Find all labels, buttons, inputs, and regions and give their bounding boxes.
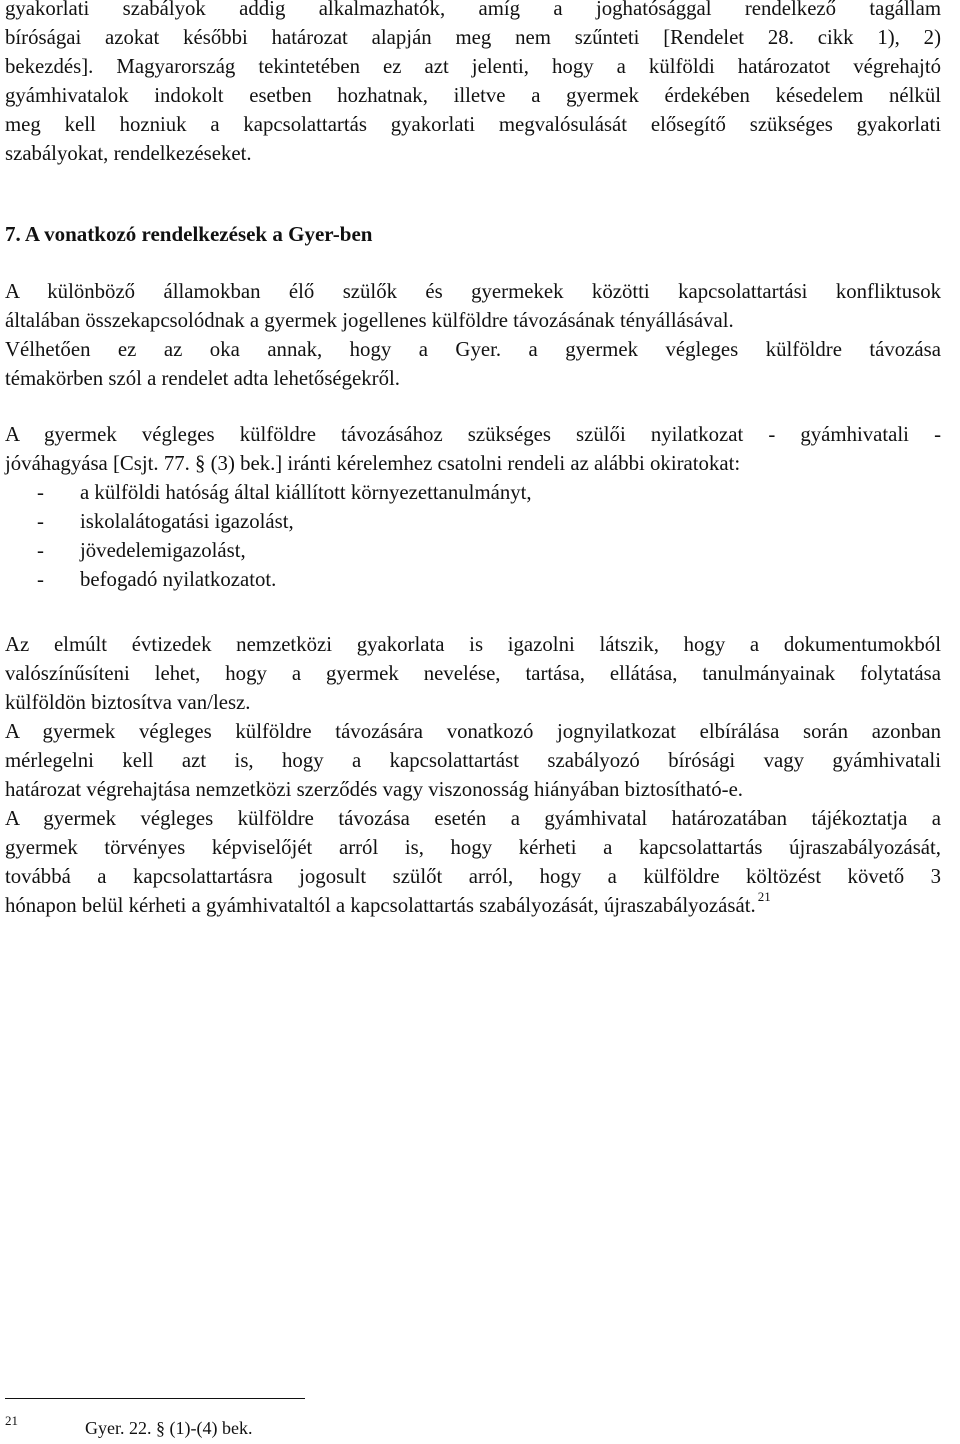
- list-item-text: iskolalátogatási igazolást,: [80, 510, 294, 533]
- document-page: [5, 0, 941, 920]
- list-item-text: befogadó nyilatkozatot.: [80, 568, 277, 591]
- footnote-number: 21: [5, 1413, 18, 1428]
- required-documents-list: [5, 478, 941, 594]
- footnote: [5, 1408, 505, 1442]
- text-line: A gyermek végleges külföldre távozására vonatkozó jognyilatkozat elbírálása során azonban: [5, 720, 941, 743]
- list-dash: -: [37, 481, 44, 504]
- text-line: gyakorlati szabályok addig alkalmazhatók, amíg a joghatósággal rendelkező tagállam: [5, 0, 941, 20]
- paragraph-guardianship-decision: [5, 804, 941, 920]
- text-line: A gyermek végleges külföldre távozása esetén a gyámhivatal határozatában tájékoztatja a: [5, 807, 941, 830]
- text-line: Az elmúlt évtizedek nemzetközi gyakorlata is igazolni látszik, hogy a dokumentumokból: [5, 633, 941, 656]
- paragraph-international-practice: [5, 630, 941, 717]
- list-dash: -: [37, 539, 44, 562]
- text-line-content: hónapon belül kérheti a gyámhivataltól a kapcsolattartás szabályozását, újraszabályozását.: [5, 894, 756, 917]
- footnote-reference[interactable]: 21: [757, 889, 771, 904]
- text-line: általában összekapcsolódnak a gyermek jogellenes külföldre távozásának tényállásával.: [5, 309, 734, 332]
- text-line: Vélhetően ez az oka annak, hogy a Gyer. a gyermek végleges külföldre távozása: [5, 338, 941, 361]
- paragraph-conflicts: [5, 277, 941, 393]
- intro-paragraph: [5, 0, 941, 168]
- list-item: [5, 478, 941, 507]
- text-line: jóváhagyása [Csjt. 77. § (3) bek.] iránti kérelemhez csatolni rendeli az alábbi okiratokat:: [5, 452, 741, 475]
- paragraph-documents-intro: [5, 420, 941, 478]
- list-item: [5, 565, 941, 594]
- list-item: [5, 507, 941, 536]
- text-line: külföldön biztosítva van/lesz.: [5, 691, 251, 714]
- list-dash: -: [37, 510, 44, 533]
- text-line: [5, 891, 941, 920]
- text-line: mérlegelni kell azt is, hogy a kapcsolattartást szabályozó bírósági vagy gyámhivatali: [5, 749, 941, 772]
- text-line: meg kell hozniuk a kapcsolattartás gyakorlati megvalósulását elősegítő szükséges gyakorlati: [5, 113, 941, 136]
- text-line: bekezdés]. Magyarország tekintetében ez azt jelenti, hogy a külföldi határozatot végrehajtó: [5, 55, 941, 78]
- text-line: gyámhivatalok indokolt esetben hozhatnak, illetve a gyermek érdekében késedelem nélkül: [5, 84, 941, 107]
- paragraph-assessment: [5, 717, 941, 804]
- footnote-text: Gyer. 22. § (1)-(4) bek.: [85, 1418, 253, 1438]
- footnote-separator: [5, 1398, 305, 1399]
- list-item-text: jövedelemigazolást,: [80, 539, 246, 562]
- list-item: [5, 536, 941, 565]
- section-heading: 7. A vonatkozó rendelkezések a Gyer-ben: [5, 222, 373, 246]
- text-line: A különböző államokban élő szülők és gyermekek közötti kapcsolattartási konfliktusok: [5, 280, 941, 303]
- list-dash: -: [37, 568, 44, 591]
- text-line: valószínűsíteni lehet, hogy a gyermek nevelése, tartása, ellátása, tanulmányainak folytatása: [5, 662, 941, 685]
- text-line: bíróságai azokat későbbi határozat alapján meg nem szűnteti [Rendelet 28. cikk 1), 2): [5, 26, 941, 49]
- text-line: gyermek törvényes képviselőjét arról is, hogy kérheti a kapcsolattartás újraszabályozását,: [5, 836, 941, 859]
- text-line: határozat végrehajtása nemzetközi szerződés vagy viszonosság hiányában biztosítható-e.: [5, 778, 743, 801]
- text-line: A gyermek végleges külföldre távozásához szükséges szülői nyilatkozat - gyámhivatali -: [5, 423, 941, 446]
- text-line: témakörben szól a rendelet adta lehetőségekről.: [5, 367, 400, 390]
- text-line: továbbá a kapcsolattartásra jogosult szülőt arról, hogy a külföldre költözést követő 3: [5, 865, 941, 888]
- list-item-text: a külföldi hatóság által kiállított környezettanulmányt,: [80, 481, 532, 504]
- text-line: szabályokat, rendelkezéseket.: [5, 142, 252, 165]
